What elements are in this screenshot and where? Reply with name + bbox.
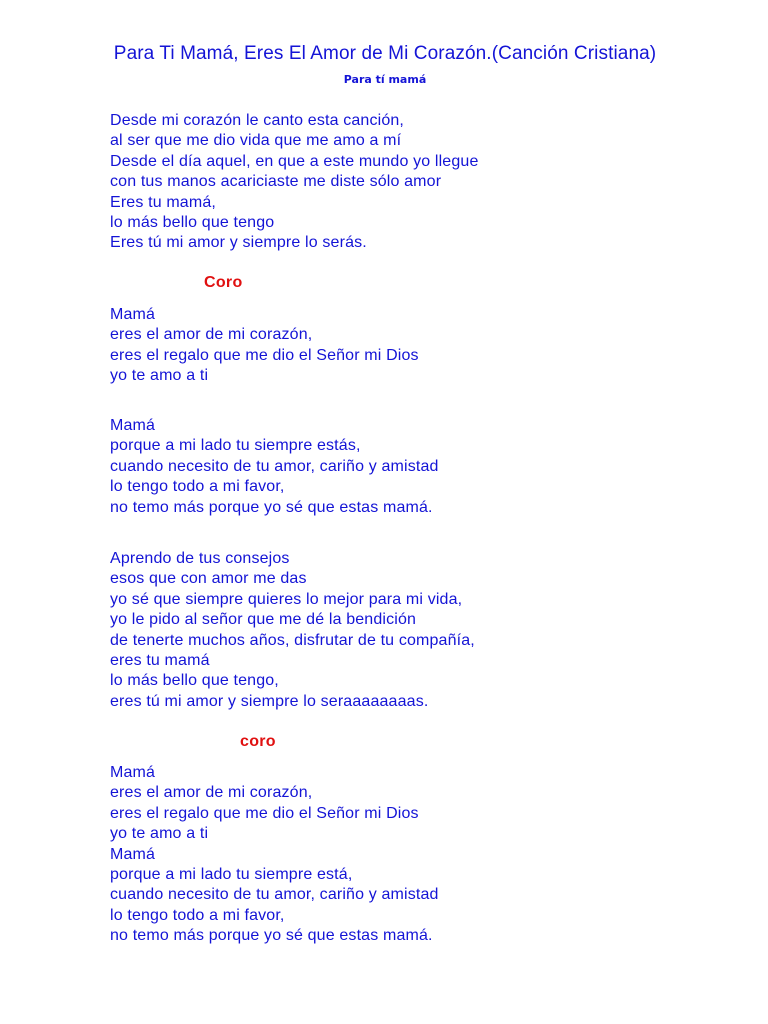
lyric-line: con tus manos acariciaste me diste sólo amor [110, 173, 442, 191]
lyric-line: yo te amo a ti [110, 367, 209, 385]
lyric-line: porque a mi lado tu siempre está, [110, 866, 353, 884]
lyric-line: eres el regalo que me dio el Señor mi Dios [110, 804, 419, 822]
lyric-line: eres el regalo que me dio el Señor mi Dios [110, 346, 419, 364]
song-title [100, 42, 670, 92]
lyric-line: cuando necesito de tu amor, cariño y amistad [110, 886, 439, 904]
lyric-line: Mamá [110, 845, 156, 863]
lyric-line: yo te amo a ti [110, 825, 209, 843]
lyric-line: lo tengo todo a mi favor, [110, 478, 285, 496]
chorus-label: Coro [204, 274, 243, 291]
stanza-3 [110, 416, 439, 518]
lyric-line: al ser que me dio vida que me amo a mí [110, 132, 402, 150]
lyric-line: eres tu mamá [110, 652, 210, 670]
lyric-line: yo sé que siempre quieres lo mejor para mi vida, [110, 590, 463, 608]
lyric-line: eres el amor de mi corazón, [110, 784, 313, 802]
lyric-line: Mamá [110, 764, 156, 781]
lyric-line: Desde el día aquel, en que a este mundo yo llegue [110, 152, 479, 170]
song-title-subtitle: Para tí mamá [343, 73, 427, 86]
lyric-line: Desde mi corazón le canto esta canción, [110, 112, 405, 129]
lyric-line: Eres tú mi amor y siempre lo serás. [110, 234, 367, 252]
chorus-label: coro [240, 733, 276, 750]
lyric-line: no temo más porque yo sé que estas mamá. [110, 498, 433, 516]
lyric-line: lo más bello que tengo, [110, 672, 279, 690]
stanza-1 [110, 111, 479, 254]
lyric-line: Mamá [110, 417, 156, 434]
lyric-line: porque a mi lado tu siempre estás, [110, 437, 361, 455]
lyric-line: lo tengo todo a mi favor, [110, 906, 285, 924]
lyric-line: no temo más porque yo sé que estas mamá. [110, 927, 433, 945]
lyric-line: Aprendo de tus consejos [110, 550, 290, 567]
lyric-line: lo más bello que tengo [110, 214, 275, 232]
lyric-line: esos que con amor me das [110, 570, 307, 588]
song-title-main: Para Ti Mamá, Eres El Amor de Mi Corazón.(Canción Cristiana) [113, 43, 657, 64]
lyric-line: eres tú mi amor y siempre lo seraaaaaaaas. [110, 692, 429, 710]
lyric-line: eres el amor de mi corazón, [110, 326, 313, 344]
lyric-line: yo le pido al señor que me dé la bendición [110, 611, 417, 629]
lyric-line: Eres tu mamá, [110, 193, 216, 211]
stanza-2 [110, 305, 419, 387]
lyric-line: cuando necesito de tu amor, cariño y amistad [110, 457, 439, 475]
lyric-line: Mamá [110, 306, 156, 323]
stanza-4 [110, 549, 475, 712]
stanza-5 [110, 763, 439, 947]
lyric-line: de tenerte muchos años, disfrutar de tu compañía, [110, 631, 475, 649]
